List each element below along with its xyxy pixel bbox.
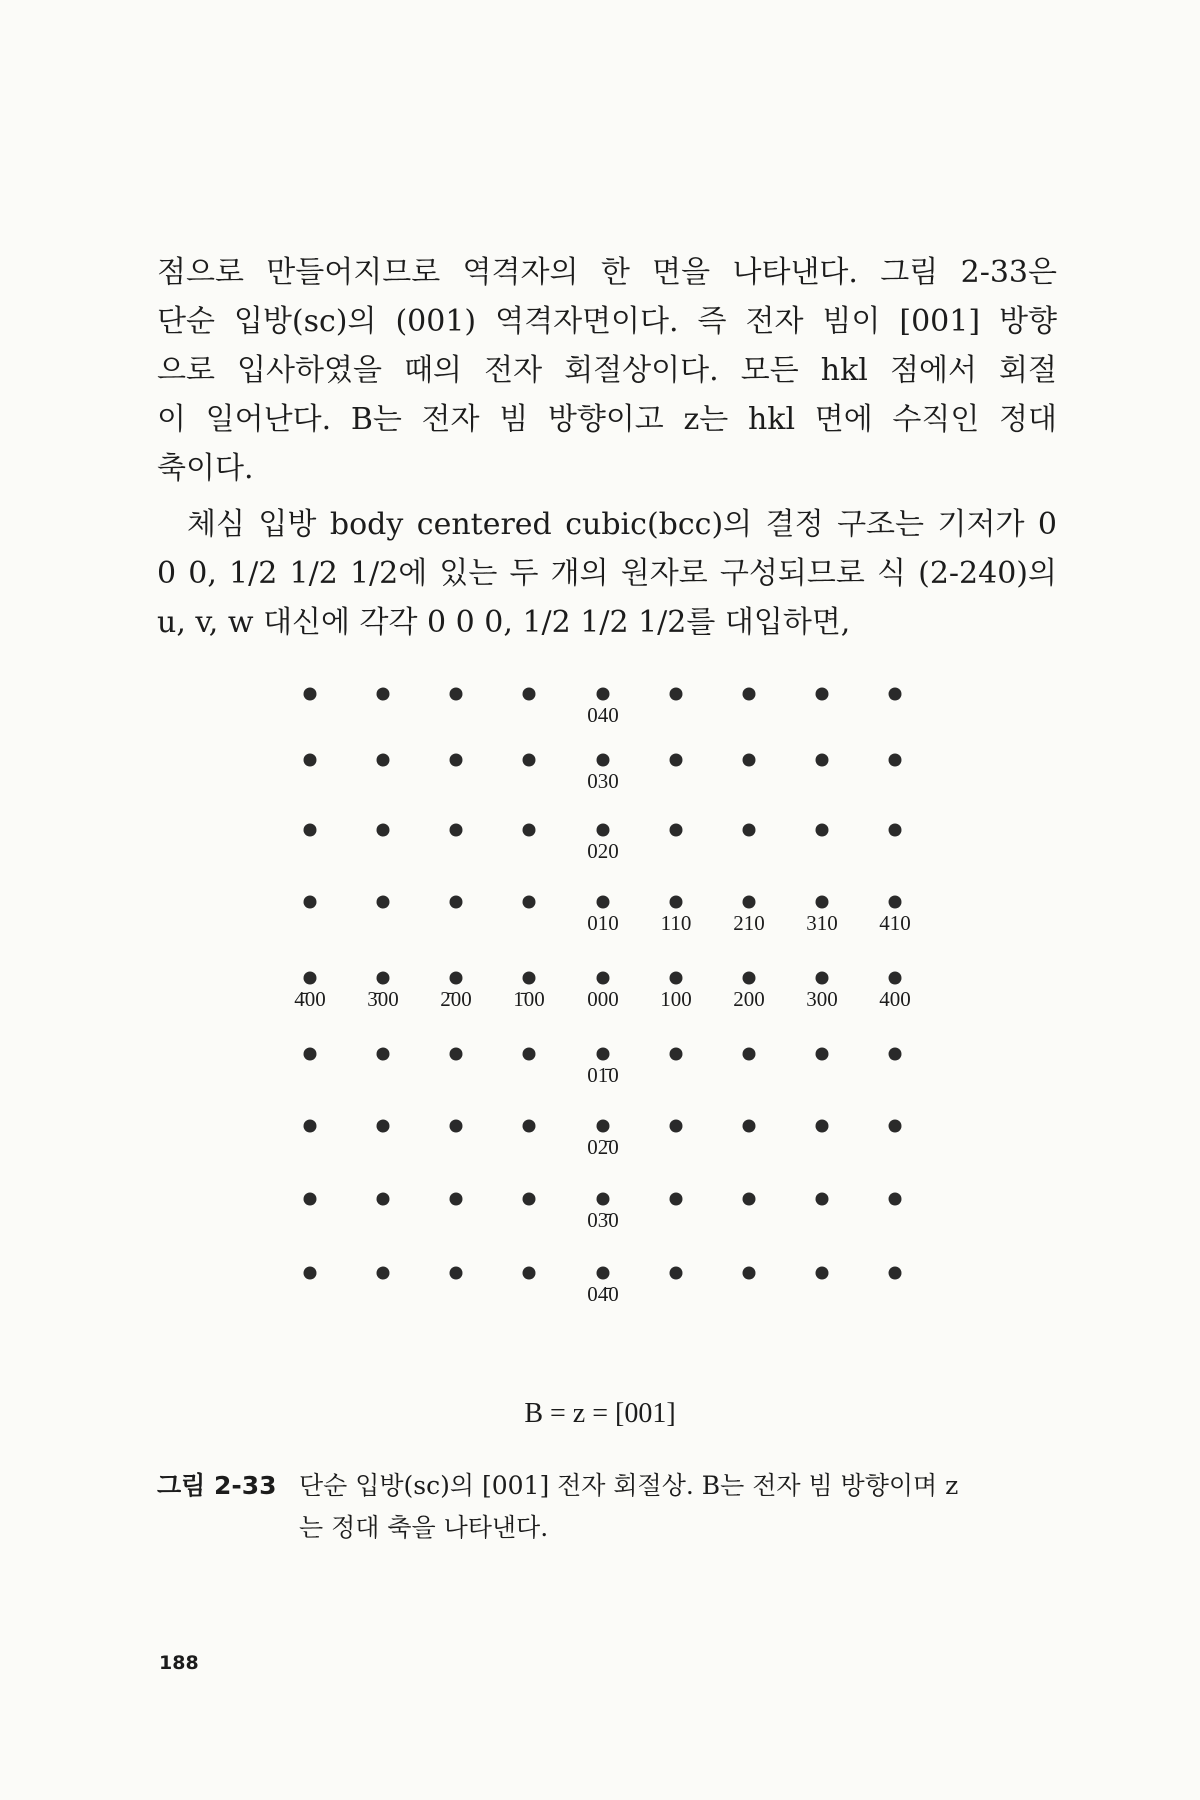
diffraction-spot	[743, 688, 756, 701]
diffraction-spot	[743, 896, 756, 909]
diffraction-spot	[523, 688, 536, 701]
paragraph-line: 0 0, 1/2 1/2 1/2에 있는 두 개의 원자로 구성되므로 식 (2-240)의	[157, 556, 1057, 591]
diffraction-spot	[816, 1267, 829, 1280]
caption-number: 그림 2-33	[157, 1471, 277, 1500]
diffraction-spot	[304, 1048, 317, 1061]
spot-label: 210	[733, 911, 765, 935]
paragraph-line: u, v, w 대신에 각각 0 0 0, 1/2 1/2 1/2를 대입하면,	[157, 605, 851, 640]
diffraction-spot	[889, 896, 902, 909]
diffraction-spot	[889, 1048, 902, 1061]
diffraction-spot	[450, 896, 463, 909]
diffraction-spot	[597, 1120, 610, 1133]
spot-label: 4̄00	[294, 987, 326, 1011]
diffraction-spot	[889, 1193, 902, 1206]
paragraph-line: 체심 입방 body centered cubic(bcc)의 결정 구조는 기저가 0	[187, 507, 1057, 542]
spot-label: 040	[587, 703, 619, 727]
diffraction-spot	[304, 688, 317, 701]
diffraction-spot	[743, 1048, 756, 1061]
diffraction-spot	[597, 824, 610, 837]
diffraction-spot	[670, 824, 683, 837]
diffraction-spot	[670, 1120, 683, 1133]
beam-direction-label: B = z = [001]	[524, 1398, 676, 1429]
diffraction-spot	[450, 754, 463, 767]
diffraction-spot	[597, 688, 610, 701]
diffraction-spot	[816, 1193, 829, 1206]
spot-label: 020	[587, 839, 619, 863]
diffraction-spot	[889, 754, 902, 767]
diffraction-spot	[450, 824, 463, 837]
diffraction-spot	[450, 972, 463, 985]
diffraction-spot	[889, 688, 902, 701]
diffraction-spot	[889, 1120, 902, 1133]
diffraction-spot	[743, 1267, 756, 1280]
diffraction-spot	[816, 1120, 829, 1133]
diffraction-spot	[450, 1120, 463, 1133]
diffraction-spot	[743, 754, 756, 767]
diffraction-spot	[597, 896, 610, 909]
diffraction-spot	[523, 896, 536, 909]
diffraction-spot	[304, 1120, 317, 1133]
diffraction-spot	[816, 754, 829, 767]
spot-label: 400	[879, 987, 911, 1011]
diffraction-spot	[377, 1048, 390, 1061]
diffraction-spot	[597, 972, 610, 985]
diffraction-spot	[450, 1048, 463, 1061]
diffraction-spot	[523, 754, 536, 767]
diffraction-spot	[670, 972, 683, 985]
diffraction-spot	[743, 1120, 756, 1133]
caption-line: 단순 입방(sc)의 [001] 전자 회절상. B는 전자 빔 방향이며 z	[299, 1471, 959, 1500]
diffraction-spot	[816, 972, 829, 985]
diffraction-spot	[377, 688, 390, 701]
diffraction-spot	[523, 1120, 536, 1133]
diffraction-spot	[523, 972, 536, 985]
diffraction-spot	[816, 1048, 829, 1061]
diffraction-spot	[889, 972, 902, 985]
diffraction-spot	[377, 824, 390, 837]
diffraction-spot	[597, 754, 610, 767]
diffraction-spot	[670, 1048, 683, 1061]
diffraction-spot	[670, 754, 683, 767]
spot-label: 000	[587, 987, 619, 1011]
paragraph-line: 단순 입방(sc)의 (001) 역격자면이다. 즉 전자 빔이 [001] 방향	[157, 304, 1057, 339]
spot-label: 010	[587, 911, 619, 935]
spot-label: 110	[660, 911, 692, 935]
diffraction-spot	[304, 896, 317, 909]
diffraction-spot	[450, 1193, 463, 1206]
spot-label: 1̄00	[513, 987, 545, 1011]
diffraction-spot	[670, 688, 683, 701]
diffraction-spot	[523, 1193, 536, 1206]
diffraction-spot	[597, 1267, 610, 1280]
diffraction-spot	[597, 1193, 610, 1206]
paragraph-line: 점으로 만들어지므로 역격자의 한 면을 나타낸다. 그림 2-33은	[157, 255, 1057, 290]
spot-label: 030	[587, 769, 619, 793]
diffraction-spot	[304, 1267, 317, 1280]
spot-label: 04̄0	[587, 1282, 619, 1306]
diffraction-spot	[670, 1193, 683, 1206]
diffraction-spot	[377, 972, 390, 985]
spot-label: 02̄0	[587, 1135, 619, 1159]
diffraction-spot	[304, 824, 317, 837]
diffraction-spot	[743, 824, 756, 837]
spot-label: 2̄00	[440, 987, 472, 1011]
paragraph-line: 으로 입사하였을 때의 전자 회절상이다. 모든 hkl 점에서 회절	[157, 353, 1057, 388]
diffraction-spot	[304, 1193, 317, 1206]
spot-label: 3̄00	[367, 987, 399, 1011]
diffraction-spot	[597, 1048, 610, 1061]
figure-caption	[157, 1465, 1057, 1549]
diffraction-spot	[743, 972, 756, 985]
diffraction-spot	[816, 896, 829, 909]
diffraction-spot	[670, 1267, 683, 1280]
diffraction-spot	[377, 1267, 390, 1280]
diffraction-spot	[743, 1193, 756, 1206]
diffraction-spot	[377, 1120, 390, 1133]
diffraction-spot	[304, 972, 317, 985]
diffraction-spot	[816, 688, 829, 701]
diffraction-spot	[523, 1048, 536, 1061]
diffraction-spot	[889, 824, 902, 837]
diffraction-spot	[450, 688, 463, 701]
spot-label: 01̄0	[587, 1063, 619, 1087]
caption-line: 는 정대 축을 나타낸다.	[299, 1513, 549, 1542]
diffraction-spot	[816, 824, 829, 837]
paragraph-line: 축이다.	[157, 451, 254, 486]
diffraction-spot	[377, 1193, 390, 1206]
paragraph-line: 이 일어난다. B는 전자 빔 방향이고 z는 hkl 면에 수직인 정대	[157, 402, 1057, 437]
spot-label: 410	[879, 911, 911, 935]
diffraction-spot	[523, 1267, 536, 1280]
spot-label: 200	[733, 987, 765, 1011]
diffraction-spot	[889, 1267, 902, 1280]
diffraction-spot	[304, 754, 317, 767]
diffraction-spot	[450, 1267, 463, 1280]
diffraction-spot	[523, 824, 536, 837]
page-number: 188	[159, 1652, 199, 1674]
spot-label: 300	[806, 987, 838, 1011]
diffraction-spot	[377, 754, 390, 767]
spot-label: 310	[806, 911, 838, 935]
spot-label: 100	[660, 987, 692, 1011]
diffraction-spot	[377, 896, 390, 909]
spot-label: 03̄0	[587, 1208, 619, 1232]
diffraction-spot	[670, 896, 683, 909]
